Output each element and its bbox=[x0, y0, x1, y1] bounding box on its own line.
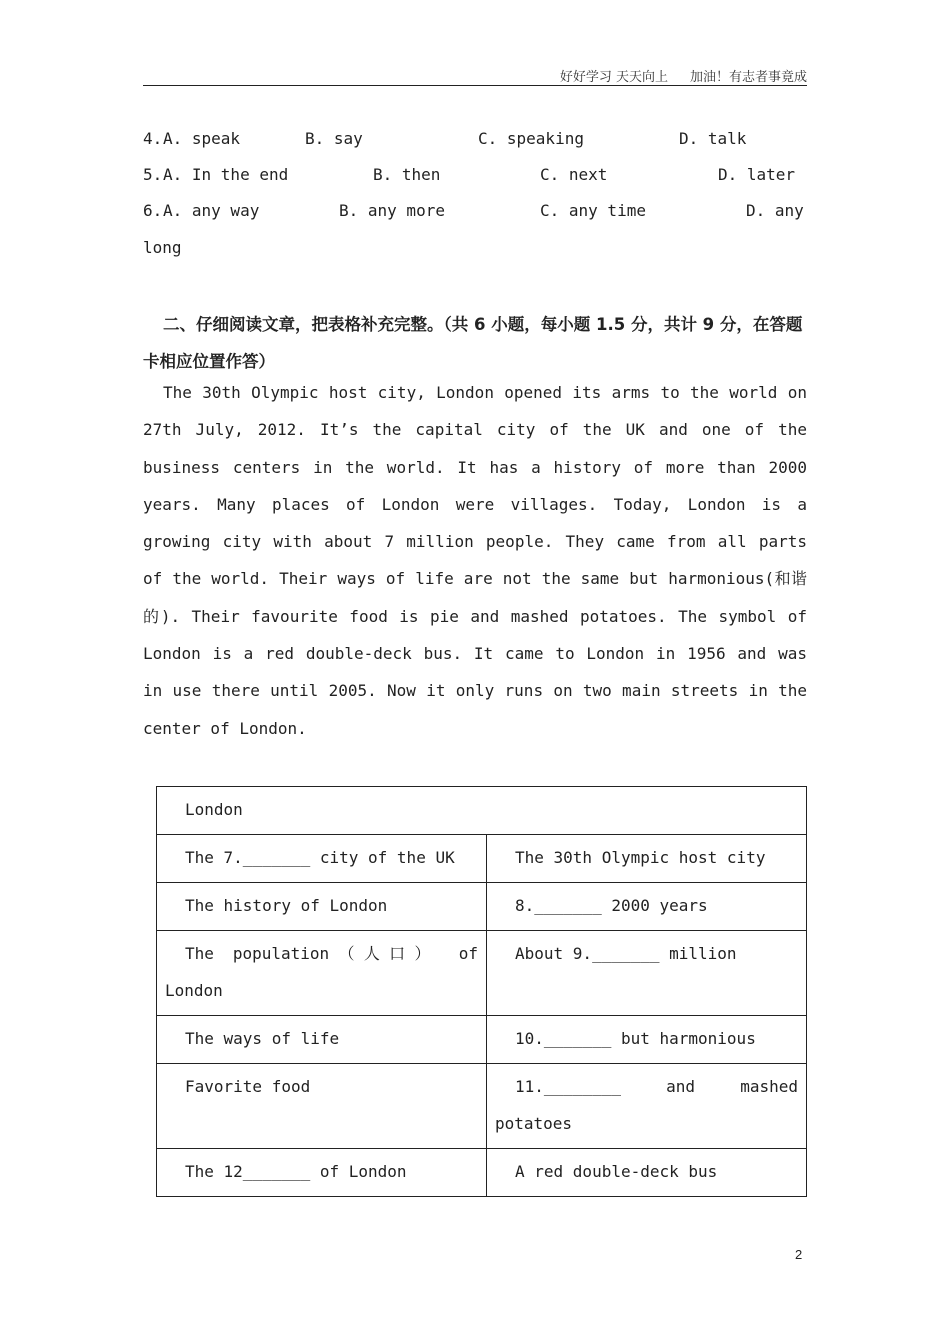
table-cell-right: The 30th Olympic host city bbox=[487, 835, 807, 883]
option-d-continued: long bbox=[143, 238, 182, 257]
table-cell-left: The history of London bbox=[157, 883, 487, 931]
option-b: B. say bbox=[305, 129, 363, 148]
table-row bbox=[157, 1016, 807, 1064]
table-cell-right: 8._______ 2000 years bbox=[487, 883, 807, 931]
table-cell-right: 11.________ and mashed potatoes bbox=[487, 1064, 807, 1149]
table-row bbox=[157, 931, 807, 1016]
option-a: A. any way bbox=[163, 201, 260, 220]
table-cell-left: Favorite food bbox=[157, 1064, 487, 1149]
option-b: B. then bbox=[373, 165, 441, 184]
question-number: 5. bbox=[143, 165, 163, 184]
question-4 bbox=[143, 127, 807, 151]
option-c: C. any time bbox=[540, 201, 646, 220]
question-6 bbox=[143, 199, 807, 223]
table-cell-left: The ways of life bbox=[157, 1016, 487, 1064]
table-cell-left: The 12_______ of London bbox=[157, 1149, 487, 1197]
table-row bbox=[157, 1149, 807, 1197]
table-row bbox=[157, 835, 807, 883]
section-title: 二、仔细阅读文章，把表格补充完整。（共 6 小题，每小题 1.5 分，共计 9 分，在答题卡相应位置作答） bbox=[143, 315, 803, 371]
option-c: C. next bbox=[540, 165, 608, 184]
question-number: 4. bbox=[143, 129, 163, 148]
header-slogan-right: 加油！有志者事竟成 bbox=[689, 70, 807, 85]
header-slogan-left: 好好学习 天天向上 bbox=[559, 70, 668, 85]
table-cell-right: A red double-deck bus bbox=[487, 1149, 807, 1197]
table-row bbox=[157, 1064, 807, 1149]
reading-passage: The 30th Olympic host city, London opened its arms to the world on 27th July, 2012. It’s the capital city of the UK and one of the business centers in the world. It has a history of more than 2000 years. Many places of London were villages. Today, London is a growing city with about 7 million people. They came from all parts of the world. Their ways of life are not the same but harmonious(和谐的). Their favourite food is pie and mashed potatoes. The symbol of London is a red double-deck bus. It came to London in 1956 and was in use there until 2005. Now it only runs on two main streets in the center of London. bbox=[143, 383, 807, 738]
option-b: B. any more bbox=[339, 201, 445, 220]
option-a: A. In the end bbox=[163, 165, 289, 184]
table-cell-right: About 9._______ million bbox=[487, 931, 807, 1016]
question-6-wrap bbox=[143, 236, 807, 260]
page-header bbox=[143, 66, 807, 85]
question-5 bbox=[143, 163, 807, 187]
table-cell-left: The 7._______ city of the UK bbox=[157, 835, 487, 883]
table-header-cell: London bbox=[157, 787, 807, 835]
table-cell-left: The population（人口） of London bbox=[157, 931, 487, 1016]
table-row bbox=[157, 883, 807, 931]
option-d: D. later bbox=[718, 165, 796, 184]
option-d: D. any bbox=[746, 201, 804, 220]
table-cell-right: 10._______ but harmonious bbox=[487, 1016, 807, 1064]
header-rule bbox=[143, 85, 807, 86]
option-d: D. talk bbox=[679, 129, 747, 148]
option-c: C. speaking bbox=[478, 129, 584, 148]
question-number: 6. bbox=[143, 201, 163, 220]
page-number: 2 bbox=[795, 1247, 803, 1262]
option-a: A. speak bbox=[163, 129, 241, 148]
fill-in-table bbox=[156, 786, 807, 1197]
table-header-row bbox=[157, 787, 807, 835]
